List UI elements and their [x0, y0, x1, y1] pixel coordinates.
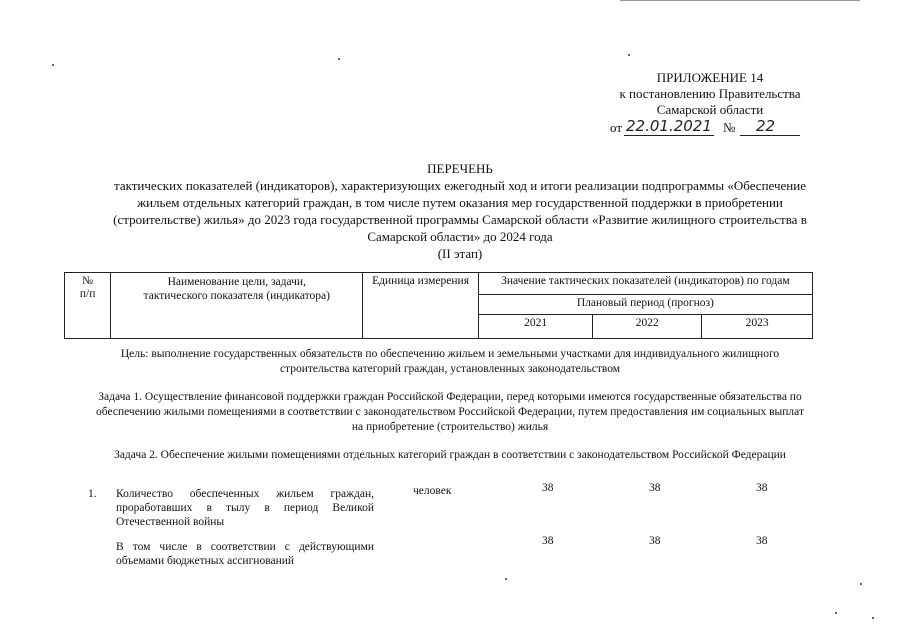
row-2-value-2022: 38 [649, 535, 661, 547]
row-1-name: Количество обеспеченных жильем граждан, проработавших в тылу в период Великой Отечественной войны [116, 488, 374, 528]
heading-line-2: жильем отдельных категорий граждан, в том числе путем оказания мер государственной поддержки в приобретении [137, 195, 783, 210]
row-1-num: 1. [88, 488, 97, 500]
row-2-name: В том числе в соответствии с действующими объемами бюджетных ассигнований [116, 541, 374, 567]
row-2-value-2023: 38 [756, 535, 768, 547]
heading-stage: (II этап) [437, 246, 483, 261]
heading-title: ПЕРЕЧЕНЬ [427, 161, 493, 176]
heading-line-3: (строительстве) жилья» до 2023 года государственной программы Самарской области «Развитие жилищного строительства в [113, 212, 807, 227]
col-values-header: Значение тактических показателей (индикаторов) по годам [478, 273, 812, 295]
annex-signature-line [560, 118, 860, 138]
heading-line-4: Самарской области» до 2024 года [367, 229, 553, 244]
task-1-line-1: Задача 1. Осуществление финансовой поддержки граждан Российской Федерации, перед которыми имеются государственные обязательства по [98, 391, 802, 403]
col-name-header: Наименование цели, задачи, тактического показателя (индикатора) [111, 273, 363, 339]
row-1-unit: человек [413, 485, 452, 497]
annex-title: ПРИЛОЖЕНИЕ 14 [656, 70, 764, 85]
date-prefix: от [610, 120, 623, 135]
number-underline [740, 135, 800, 136]
document-heading [60, 160, 860, 262]
scan-speck [628, 54, 630, 56]
col-num-header: № п/п [65, 273, 111, 339]
task-2-text [60, 448, 840, 463]
annex-line-1: к постановлению Правительства [619, 86, 801, 101]
number-value: 22 [756, 117, 776, 135]
number-prefix: № [723, 120, 736, 135]
task-1-line-2: обеспечению жилыми помещениями в соответствии с законодательством Российской Федерации, путем предоставления им социальных выплат [96, 406, 804, 418]
row-1-value-2022: 38 [649, 482, 661, 494]
goal-line-2: строительства категорий граждан, установленных законодательством [279, 363, 621, 375]
date-underline [624, 135, 714, 136]
period-header: Плановый период (прогноз) [478, 295, 812, 315]
row-1-value-2021: 38 [542, 482, 554, 494]
year-2021-header: 2021 [478, 315, 593, 339]
scan-speck [860, 583, 862, 585]
task-2-line-1: Задача 2. Обеспечение жилыми помещениями отдельных категорий граждан в соответствии с законодательством Российской Федерации [114, 449, 786, 461]
scan-speck [52, 64, 54, 66]
task-1-line-3: на приобретение (строительство) жилья [351, 421, 549, 433]
scan-speck [338, 58, 340, 60]
date-value: 22.01.2021 [626, 117, 712, 135]
year-2023-header: 2023 [702, 315, 813, 339]
scan-speck [505, 578, 507, 580]
scan-top-edge [620, 0, 860, 1]
indicator-table-header [64, 272, 813, 339]
scan-speck [872, 617, 874, 619]
scan-speck [835, 612, 837, 614]
goal-line-1: Цель: выполнение государственных обязательств по обеспечению жильем и земельными участками для индивидуального жилищного [120, 348, 780, 360]
col-unit-header: Единица измерения [363, 273, 478, 339]
task-1-text [40, 390, 860, 435]
row-2-value-2021: 38 [542, 535, 554, 547]
heading-line-1: тактических показателей (индикаторов), характеризующих ежегодный ход и итоги реализации подпрограммы «Обеспечение [114, 178, 806, 193]
year-2022-header: 2022 [593, 315, 702, 339]
goal-text [60, 347, 840, 377]
annex-block [560, 70, 860, 138]
row-1-value-2023: 38 [756, 482, 768, 494]
annex-line-2: Самарской области [656, 102, 764, 117]
